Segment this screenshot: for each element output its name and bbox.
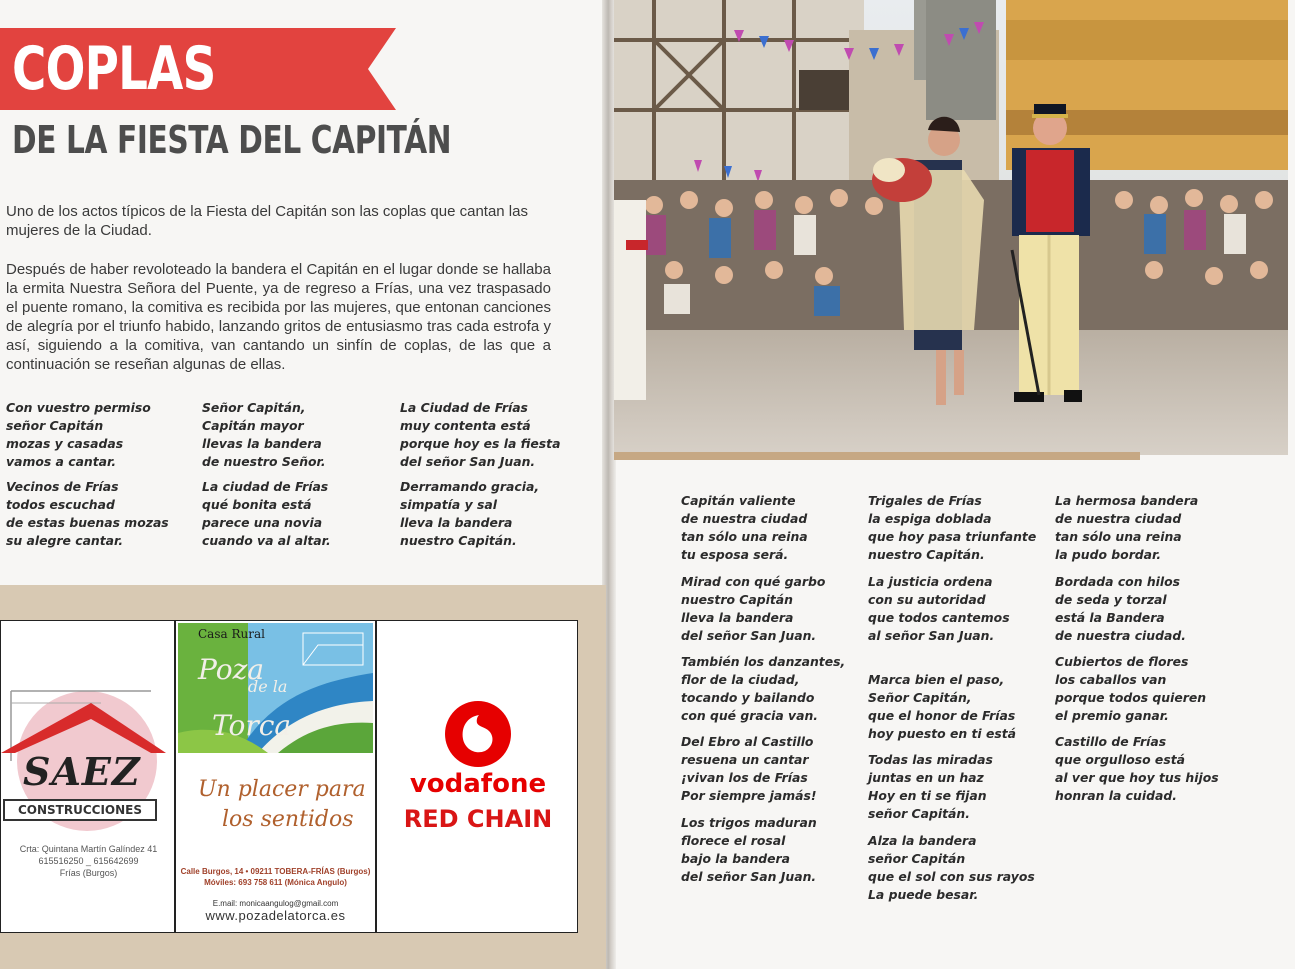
verse-line: vamos a cantar. [6, 454, 117, 469]
verse-line: el premio ganar. [1055, 708, 1169, 723]
verse-left-1 [6, 399, 151, 471]
verse-line: nuestro Capitán. [400, 533, 517, 548]
verse-line: mozas y casadas [6, 436, 124, 451]
page-subtitle: DE LA FIESTA DEL CAPITÁN [12, 118, 452, 162]
poza-name-3: Torca [212, 709, 292, 742]
verse-line: parece una novia [202, 515, 323, 530]
verse-line: Los trigos maduran [681, 815, 817, 830]
verse-line: La puede besar. [868, 887, 979, 902]
verse-line: tan sólo una reina [1055, 529, 1182, 544]
verse-line: Vecinos de Frías [6, 479, 119, 494]
verse-line: lleva la bandera [400, 515, 513, 530]
verse-right-c1-5 [681, 814, 817, 886]
fiesta-photo [614, 0, 1288, 455]
poza-name-1: Poza [198, 653, 265, 686]
verse-line: Señor Capitán, [202, 400, 306, 415]
verse-line: La justicia ordena [868, 574, 993, 589]
verse-line: honran la cuidad. [1055, 788, 1177, 803]
verse-line: del señor San Juan. [681, 628, 817, 643]
verse-line: de nuestra ciudad [1055, 511, 1182, 526]
verse-right-c2-3 [868, 671, 1016, 743]
verse-line: cuando va al altar. [202, 533, 331, 548]
verse-line: La Ciudad de Frías [400, 400, 528, 415]
verse-line: La ciudad de Frías [202, 479, 329, 494]
vodafone-red-chain: RED CHAIN [403, 805, 553, 833]
verse-line: que hoy pasa triunfante [868, 529, 1037, 544]
verse-line: su alegre cantar. [6, 533, 124, 548]
verse-line: que el honor de Frías [868, 708, 1016, 723]
photo-illustration [614, 0, 1288, 455]
poza-phones: Móviles: 693 758 611 (Mónica Angulo) [204, 878, 347, 887]
verse-line: Hoy en ti se fijan [868, 788, 987, 803]
verse-line: todos escuchad [6, 497, 115, 512]
verse-line: bajo la bandera [681, 851, 791, 866]
vodafone-logo-icon [445, 701, 511, 767]
photo-caption-strip [614, 452, 1140, 460]
verse-line: Con vuestro permiso [6, 400, 151, 415]
verse-line: señor Capitán. [868, 806, 970, 821]
intro-paragraph-1: Uno de los actos típicos de la Fiesta del Capitán son las coplas que cantan las mujeres de la Ciudad. [6, 203, 528, 239]
verse-right-c3-1 [1055, 492, 1198, 564]
verse-line: de estas buenas mozas [6, 515, 169, 530]
verse-line: Señor Capitán, [868, 690, 972, 705]
saez-construcciones-label: CONSTRUCCIONES [3, 799, 157, 821]
verse-line: tan sólo una reina [681, 529, 808, 544]
verse-line: Del Ebro al Castillo [681, 734, 814, 749]
verse-line: ¡vivan los de Frías [681, 770, 808, 785]
verse-line: Por siempre jamás! [681, 788, 817, 803]
poza-slogan-1: Un placer para [198, 777, 366, 802]
page-title: COPLAS [12, 34, 216, 104]
verse-line: está la Bandera [1055, 610, 1165, 625]
saez-phones: 615516250 _ 615642699 [38, 856, 139, 866]
verse-left-5 [202, 478, 331, 550]
verse-left-3 [400, 399, 560, 471]
verse-line: del señor San Juan. [681, 869, 817, 884]
verse-left-2 [202, 399, 326, 471]
verse-line: la pudo bordar. [1055, 547, 1162, 562]
verse-line: al señor San Juan. [868, 628, 995, 643]
poza-logo-artwork [178, 623, 373, 753]
verse-line: simpatía y sal [400, 497, 497, 512]
poza-casa-rural: Casa Rural [198, 627, 265, 641]
verse-line: señor Capitán [868, 851, 966, 866]
verse-line: del señor San Juan. [400, 454, 536, 469]
verse-right-c2-1 [868, 492, 1036, 564]
ad-saez-construcciones[interactable] [0, 620, 175, 933]
verse-line: porque todos quieren [1055, 690, 1207, 705]
verse-line: lleva la bandera [681, 610, 794, 625]
verse-line: de nuestro Señor. [202, 454, 326, 469]
verse-line: de nuestra ciudad. [1055, 628, 1186, 643]
poza-website[interactable]: www.pozadelatorca.es [205, 908, 346, 923]
verse-line: hoy puesto en ti está [868, 726, 1017, 741]
ad-poza-de-la-torca[interactable] [175, 620, 376, 933]
title-banner [0, 28, 396, 110]
verse-line: nuestro Capitán. [868, 547, 985, 562]
verse-line: La hermosa bandera [1055, 493, 1199, 508]
verse-line: Marca bien el paso, [868, 672, 1005, 687]
verse-right-c1-3 [681, 653, 845, 725]
verse-line: Capitán mayor [202, 418, 304, 433]
poza-email: E.mail: monicaangulog@gmail.com [212, 899, 339, 908]
saez-address: Crta: Quintana Martín Galíndez 41 [19, 844, 158, 854]
verse-right-c3-3 [1055, 653, 1206, 725]
intro-paragraph-2: Después de haber revoloteado la bandera el Capitán en el lugar donde se hallaba la ermita Nuestra Señora del Puente, ya de regreso a Frías, una vez traspasado el puente romano, la comitiva es recibida por las mujeres, que entonan canciones de alegría por el triunfo habido, lanzando gritos de entusiasmo tras cada estrofa y así, siguiendo a la comitiva, van cantando un sinfín de coplas, de las que a continuación se reseñan algunas de ellas. [6, 261, 551, 373]
poza-address: Calle Burgos, 14 • 09211 TOBERA-FRÍAS (Burgos) [180, 867, 371, 876]
verse-line: Mirad con qué garbo [681, 574, 826, 589]
verse-line: tocando y bailando [681, 690, 815, 705]
verse-right-c3-2 [1055, 573, 1186, 645]
verse-line: tu esposa será. [681, 547, 789, 562]
verse-line: nuestro Capitán [681, 592, 793, 607]
verse-right-c2-4 [868, 751, 993, 823]
verse-line: qué bonita está [202, 497, 312, 512]
verse-right-c1-4 [681, 733, 817, 805]
verse-line: los caballos van [1055, 672, 1167, 687]
verse-left-6 [400, 478, 539, 550]
verse-right-c1-1 [681, 492, 808, 564]
verse-right-c1-2 [681, 573, 825, 645]
verse-line: resuena un cantar [681, 752, 809, 767]
verse-line: que todos cantemos [868, 610, 1010, 625]
verse-line: con su autoridad [868, 592, 986, 607]
poza-slogan-2: los sentidos [222, 807, 354, 832]
verse-right-c2-2 [868, 573, 1010, 645]
verse-right-c3-4 [1055, 733, 1219, 805]
verse-line: Castillo de Frías [1055, 734, 1167, 749]
verse-line: porque hoy es la fiesta [400, 436, 561, 451]
verse-line: que el sol con sus rayos [868, 869, 1035, 884]
verse-line: Capitán valiente [681, 493, 796, 508]
verse-line: llevas la bandera [202, 436, 322, 451]
verse-line: con qué gracia van. [681, 708, 818, 723]
verse-line: Trigales de Frías [868, 493, 982, 508]
verse-line: Cubiertos de flores [1055, 654, 1189, 669]
verse-line: al ver que hoy tus hijos [1055, 770, 1219, 785]
poza-name-2: de la [248, 677, 288, 696]
verse-line: de nuestra ciudad [681, 511, 808, 526]
vodafone-wordmark: vodafone [409, 769, 547, 799]
verse-line: de seda y torzal [1055, 592, 1167, 607]
verse-line: que orgulloso está [1055, 752, 1185, 767]
verse-line: señor Capitán [6, 418, 104, 433]
verse-line: También los danzantes, [681, 654, 846, 669]
saez-logo-text: SAEZ [23, 749, 141, 794]
verse-line: Bordada con hilos [1055, 574, 1181, 589]
verse-line: Todas las miradas [868, 752, 993, 767]
verse-line: la espiga doblada [868, 511, 992, 526]
verse-right-c2-5 [868, 832, 1035, 904]
verse-line: muy contenta está [400, 418, 531, 433]
verse-line: florece el rosal [681, 833, 786, 848]
ad-vodafone[interactable] [376, 620, 578, 933]
speech-mark-icon [461, 713, 495, 755]
verse-line: Alza la bandera [868, 833, 977, 848]
verse-line: flor de la ciudad, [681, 672, 800, 687]
verse-line: Derramando gracia, [400, 479, 540, 494]
saez-city: Frías (Burgos) [59, 868, 118, 878]
verse-line: juntas en un haz [868, 770, 984, 785]
verse-left-4 [6, 478, 169, 550]
